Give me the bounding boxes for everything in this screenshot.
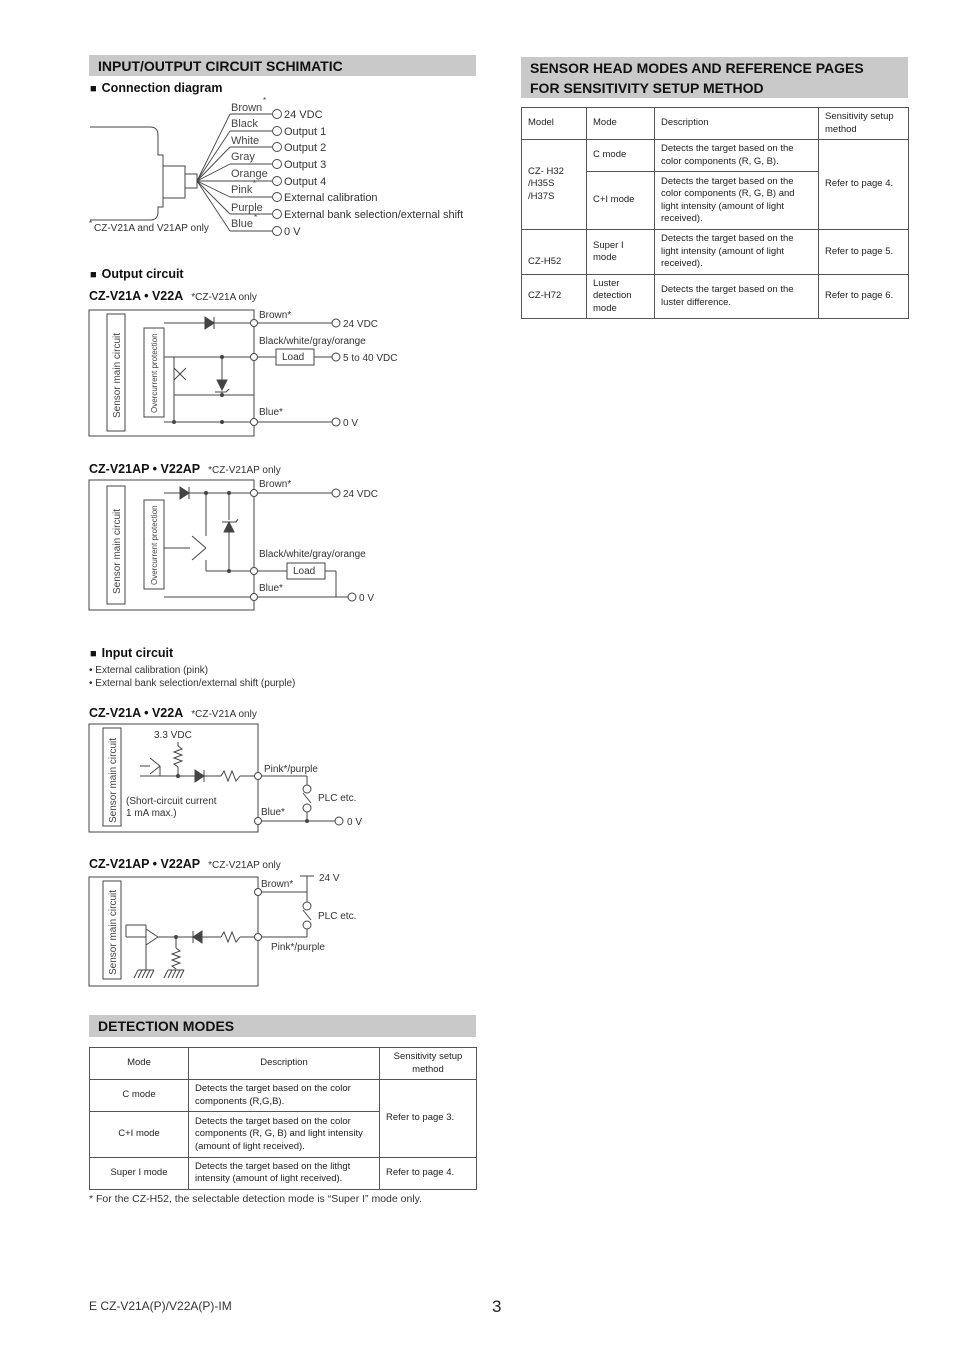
input-bullet-1: • External calibration (pink) — [89, 665, 209, 676]
in1-blue: Blue* — [261, 807, 285, 818]
sh-header-desc: Description — [655, 108, 819, 140]
sh-ref-page6: Refer to page 6. — [819, 275, 909, 319]
input-circuit-heading: ■ Input circuit — [90, 646, 173, 660]
sh-model-h72: CZ-H72 — [522, 275, 587, 319]
label-0v: 0 V — [284, 226, 301, 238]
sh-header-mode: Mode — [587, 108, 655, 140]
out2-title — [89, 462, 281, 476]
in1-title-text: CZ-V21A • V22A — [89, 706, 184, 720]
in2-title-text: CZ-V21AP • V22AP — [89, 857, 201, 871]
connection-wires — [197, 110, 282, 236]
out1-note: *CZ-V21A only — [191, 292, 257, 303]
out2-24vdc: 24 VDC — [343, 489, 379, 500]
out1-title-text: CZ-V21A • V22A — [89, 289, 184, 303]
dm-row-desc: Detects the target based on the color components (R,G,B). — [189, 1080, 380, 1112]
in2-note: *CZ-V21AP only — [208, 860, 281, 871]
in2-brown: Brown* — [261, 879, 294, 890]
dm-ref-page3: Refer to page 3. — [380, 1080, 477, 1158]
out1-brown: Brown* — [259, 310, 292, 321]
label-24vdc: 24 VDC — [284, 109, 323, 121]
output-circuit-heading: ■ Output circuit — [90, 267, 184, 281]
in1-sc2: 1 mA max.) — [126, 808, 177, 819]
sensor-head-title — [521, 57, 908, 98]
dm-row-mode: Super I mode — [90, 1158, 189, 1190]
in2-24v: 24 V — [319, 873, 340, 884]
out1-load: Load — [282, 352, 305, 363]
out2-brown: Brown* — [259, 479, 292, 490]
in1-main-label: Sensor main circuit — [108, 737, 119, 823]
out1-24vdc: 24 VDC — [343, 319, 379, 330]
sh-mode-c: C mode — [587, 140, 655, 172]
dm-header-mode: Mode — [90, 1048, 189, 1080]
sh-ref-page4: Refer to page 4. — [819, 140, 909, 230]
out2-load: Load — [293, 566, 316, 577]
out1-0v: 0 V — [343, 418, 359, 429]
wire-purple: Purple — [231, 202, 263, 214]
sensor-head-title-line2: FOR SENSITIVITY SETUP METHOD — [530, 80, 764, 96]
out2-title-text: CZ-V21AP • V22AP — [89, 462, 201, 476]
dm-row-mode: C mode — [90, 1080, 189, 1112]
out2-0v: 0 V — [359, 593, 375, 604]
wire-blue: Blue — [231, 218, 254, 230]
wire-blue-star: * — [254, 213, 258, 222]
out2-main-label: Sensor main circuit — [112, 508, 123, 594]
in1-title — [89, 706, 257, 720]
label-output2: Output 2 — [284, 142, 327, 154]
out2-blue: Blue* — [259, 583, 283, 594]
detection-modes-table — [89, 1047, 477, 1190]
sh-model-h52: CZ-H52 — [522, 230, 587, 275]
out2-prot-label: Overcurrent protection — [150, 505, 159, 585]
label-output4: Output 4 — [284, 176, 327, 188]
in2-main-label: Sensor main circuit — [108, 889, 119, 975]
sh-desc-super: Detects the target based on the light intensity (amount of light received). — [655, 230, 819, 275]
out2-note: *CZ-V21AP only — [208, 465, 281, 476]
footer-doc-id: E CZ-V21A(P)/V22A(P)-IM — [89, 1299, 232, 1313]
connection-diagram-heading: ■ Connection diagram — [90, 81, 223, 95]
out1-bwgo: Black/white/gray/orange — [259, 336, 366, 347]
wire-pink: Pink — [231, 184, 253, 196]
sh-desc-luster: Detects the target based on the luster difference. — [655, 275, 819, 319]
wire-pink-star: * — [253, 179, 257, 188]
dm-row-desc: Detects the target based on the lithgt intensity (amount of light received). — [189, 1158, 380, 1190]
sh-mode-ci: C+I mode — [587, 172, 655, 230]
in1-pinkpurple: Pink*/purple — [264, 764, 318, 775]
detection-modes-title: DETECTION MODES — [89, 1015, 476, 1037]
wire-brown: Brown — [231, 102, 263, 114]
label-bank-selection: External bank selection/external shift — [284, 209, 464, 221]
wire-gray: Gray — [231, 151, 255, 163]
sh-model-h32: CZ- H32 /H35S /H37S — [522, 140, 587, 230]
sh-mode-super: Super I mode — [587, 230, 655, 275]
label-output3: Output 3 — [284, 159, 327, 171]
in2-pinkpurple: Pink*/purple — [271, 942, 325, 953]
dm-row-desc: Detects the target based on the color components (R, G, B) and light intensity (amount of light received). — [189, 1112, 380, 1158]
sh-desc-ci: Detects the target based on the color components (R, G, B) and light intensity (amount of light received). — [655, 172, 819, 230]
sh-ref-page5: Refer to page 5. — [819, 230, 909, 275]
out2-bwgo: Black/white/gray/orange — [259, 549, 366, 560]
sh-mode-luster: Luster detection mode — [587, 275, 655, 319]
out1-main-label: Sensor main circuit — [112, 332, 123, 418]
io-section-title: INPUT/OUTPUT CIRCUIT SCHIMATIC — [89, 55, 476, 76]
dm-ref-page4: Refer to page 4. — [380, 1158, 477, 1190]
out1-5to40: 5 to 40 VDC — [343, 353, 398, 364]
sensor-head-table — [521, 107, 909, 319]
sh-desc-c: Detects the target based on the color components (R, G, B). — [655, 140, 819, 172]
sensor-head-title-line1: SENSOR HEAD MODES AND REFERENCE PAGES — [530, 60, 864, 76]
in1-sc1: (Short-circuit current — [126, 796, 217, 807]
label-output1: Output 1 — [284, 126, 327, 138]
in2-plc: PLC etc. — [318, 911, 357, 922]
sh-header-method: Sensitivity setup method — [819, 108, 909, 140]
dm-header-desc: Description — [189, 1048, 380, 1080]
conn-note: CZ-V21A and V21AP only — [94, 223, 209, 234]
in1-0v: 0 V — [347, 817, 363, 828]
out1-title — [89, 289, 257, 303]
wire-white: White — [231, 135, 260, 147]
detection-footnote: * For the CZ-H52, the selectable detection mode is “Super I” mode only. — [89, 1193, 423, 1205]
wire-brown-star: * — [263, 96, 267, 105]
conn-note-star: * — [89, 219, 93, 228]
out1-blue: Blue* — [259, 407, 283, 418]
wire-orange: Orange — [231, 168, 268, 180]
dm-row-mode: C+I mode — [90, 1112, 189, 1158]
label-external-calibration: External calibration — [284, 192, 378, 204]
input-bullet-2: • External bank selection/external shift (purple) — [89, 678, 296, 689]
wire-black: Black — [231, 118, 258, 130]
in2-title — [89, 857, 281, 871]
in1-3v3: 3.3 VDC — [154, 730, 192, 741]
sh-header-model: Model — [522, 108, 587, 140]
out1-prot-label: Overcurrent protection — [150, 333, 159, 413]
in1-note: *CZ-V21A only — [191, 709, 257, 720]
page-number: 3 — [492, 1297, 502, 1316]
dm-header-method: Sensitivity setup method — [380, 1048, 477, 1080]
in1-plc: PLC etc. — [318, 793, 357, 804]
